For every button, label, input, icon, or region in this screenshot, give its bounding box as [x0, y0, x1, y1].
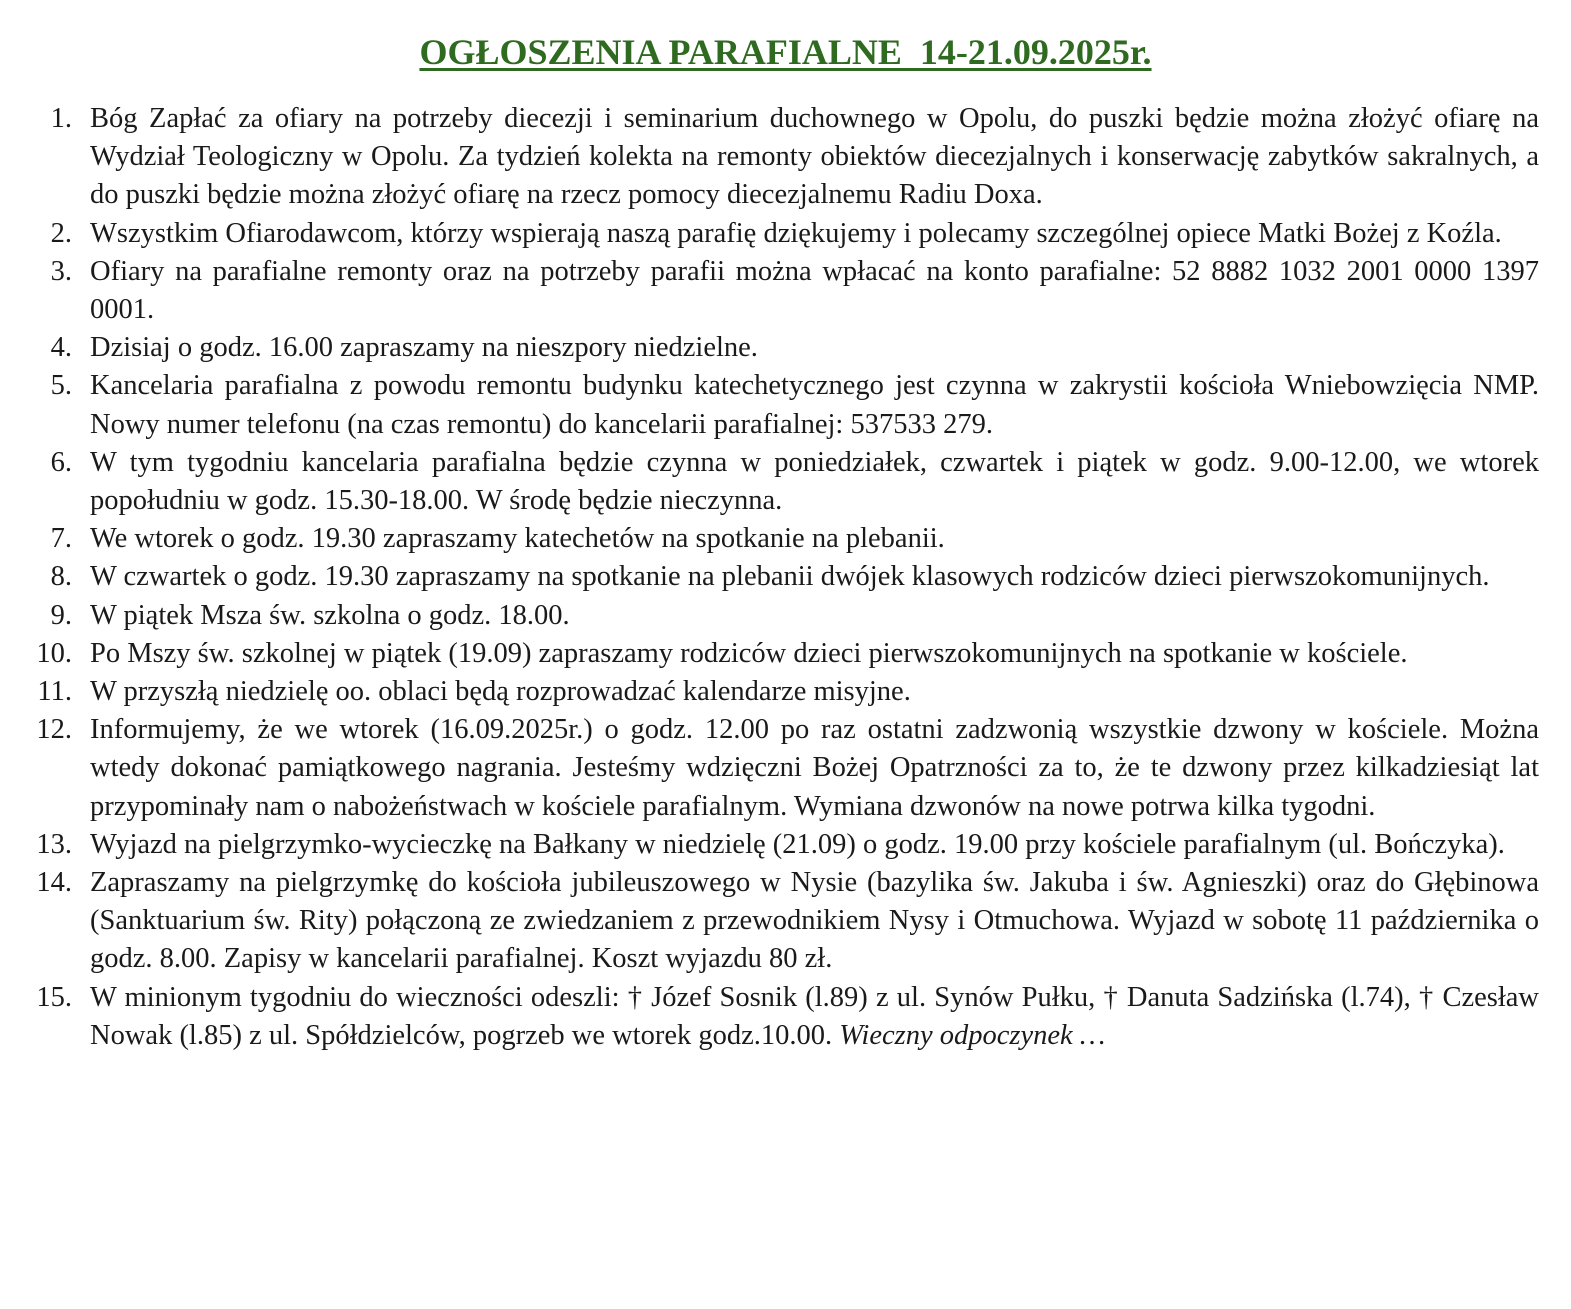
item-number: 4. — [50, 332, 72, 364]
item-text: W minionym tygodniu do wieczności odeszli: † Józef Sosnik (l.89) z ul. Synów Pułku, † Danuta Sadzińska (l.74), † Czesław Nowak (l.85) z ul. Spółdzielców, pogrzeb we wtorek godz.10.00. — [90, 981, 1539, 1051]
item-number: 14. — [36, 867, 72, 899]
list-item — [32, 597, 1539, 635]
item-text: W piątek Msza św. szkolna o godz. 18.00. — [90, 599, 570, 631]
item-text: Po Mszy św. szkolnej w piątek (19.09) zapraszamy rodziców dzieci pierwszokomunijnych na spotkanie w kościele. — [90, 637, 1408, 669]
page-title: OGŁOSZENIA PARAFIALNE 14-21.09.2025r. — [419, 32, 1152, 72]
item-text: W przyszłą niedzielę oo. oblaci będą rozprowadzać kalendarze misyjne. — [90, 676, 911, 708]
item-number: 1. — [50, 103, 72, 134]
item-text: Ofiary na parafialne remonty oraz na potrzeby parafii można wpłacać na konto parafialne: 52 8882 1032 2001 0000 1397 0001. — [90, 255, 1539, 326]
list-item — [32, 635, 1539, 673]
item-number: 10. — [36, 637, 72, 669]
item-number: 7. — [50, 523, 72, 555]
item-text: Bóg Zapłać za ofiary na potrzeby diecezji i seminarium duchownego w Opolu, do puszki będzie można złożyć ofiarę na Wydział Teologiczny w Opolu. Za tydzień kolekta na remonty obiektów diecezjalnych i konserwację zabytków sakralnych, a do puszki będzie można złożyć ofiarę na rzecz pomocy diecezjalnemu Radiu Doxa. — [90, 103, 1539, 211]
list-item — [32, 215, 1539, 253]
item-text: Wszystkim Ofiarodawcom, którzy wspierają naszą parafię dziękujemy i polecamy szczególnej opiece Matki Bożej z Koźla. — [90, 217, 1502, 249]
item-text: Informujemy, że we wtorek (16.09.2025r.) o godz. 12.00 po raz ostatni zadzwonią wszystkie dzwony w kościele. Można wtedy dokonać pamiątkowego nagrania. Jesteśmy wdzięczni Bożej Opatrzności za to, że te dzwony przez kilkadziesiąt lat przypominały nam o nabożeństwach w kościele parafialnym. Wymiana dzwonów na nowe potrwa kilka tygodni. — [90, 714, 1539, 822]
list-item — [32, 673, 1539, 711]
item-number: 11. — [37, 676, 72, 708]
list-item — [32, 444, 1539, 520]
list-item — [32, 864, 1539, 979]
list-item — [32, 329, 1539, 367]
item-number: 2. — [50, 217, 72, 249]
item-number: 5. — [50, 370, 72, 402]
list-item — [32, 253, 1539, 329]
item-number: 3. — [50, 255, 72, 287]
item-number: 13. — [36, 828, 72, 860]
list-item — [32, 711, 1539, 826]
item-text: We wtorek o godz. 19.30 zapraszamy katechetów na spotkanie na plebanii. — [90, 523, 945, 555]
list-item — [32, 558, 1539, 596]
item-text: W czwartek o godz. 19.30 zapraszamy na spotkanie na plebanii dwójek klasowych rodziców dzieci pierwszokomunijnych. — [90, 561, 1490, 593]
notice-list — [32, 100, 1539, 1055]
item-text: Zapraszamy na pielgrzymkę do kościoła jubileuszowego w Nysie (bazylika św. Jakuba i św. Agnieszki) oraz do Głębinowa (Sanktuarium św. Rity) połączoną ze zwiedzaniem z przewodnikiem Nysy i Otmuchowa. Wyjazd w sobotę 11 października o godz. 8.00. Zapisy w kancelarii parafialnej. Koszt wyjazdu 80 zł. — [90, 867, 1539, 975]
list-item — [32, 100, 1539, 215]
list-item — [32, 367, 1539, 443]
item-number: 6. — [50, 446, 72, 478]
item-text: Wyjazd na pielgrzymko-wycieczkę na Bałkany w niedzielę (21.09) o godz. 19.00 przy kościele parafialnym (ul. Bończyka). — [90, 828, 1505, 860]
item-text: Kancelaria parafialna z powodu remontu budynku katechetycznego jest czynna w zakrystii kościoła Wniebowzięcia NMP. Nowy numer telefonu (na czas remontu) do kancelarii parafialnej: 537533 279. — [90, 370, 1539, 440]
item-number: 12. — [36, 714, 72, 746]
item-text-with-tail — [90, 979, 1539, 1055]
item-text: Dzisiaj o godz. 16.00 zapraszamy na nieszpory niedzielne. — [90, 332, 758, 364]
list-item — [32, 520, 1539, 558]
list-item — [32, 979, 1539, 1055]
item-number: 9. — [50, 599, 72, 631]
item-number: 15. — [36, 981, 72, 1013]
list-item — [32, 826, 1539, 864]
item-text: W tym tygodniu kancelaria parafialna będzie czynna w poniedziałek, czwartek i piątek w godz. 9.00-12.00, we wtorek popołudniu w godz. 15.30-18.00. W środę będzie nieczynna. — [90, 446, 1539, 517]
prayer-tail: Wieczny odpoczynek … — [839, 1019, 1106, 1051]
item-number: 8. — [50, 561, 72, 593]
